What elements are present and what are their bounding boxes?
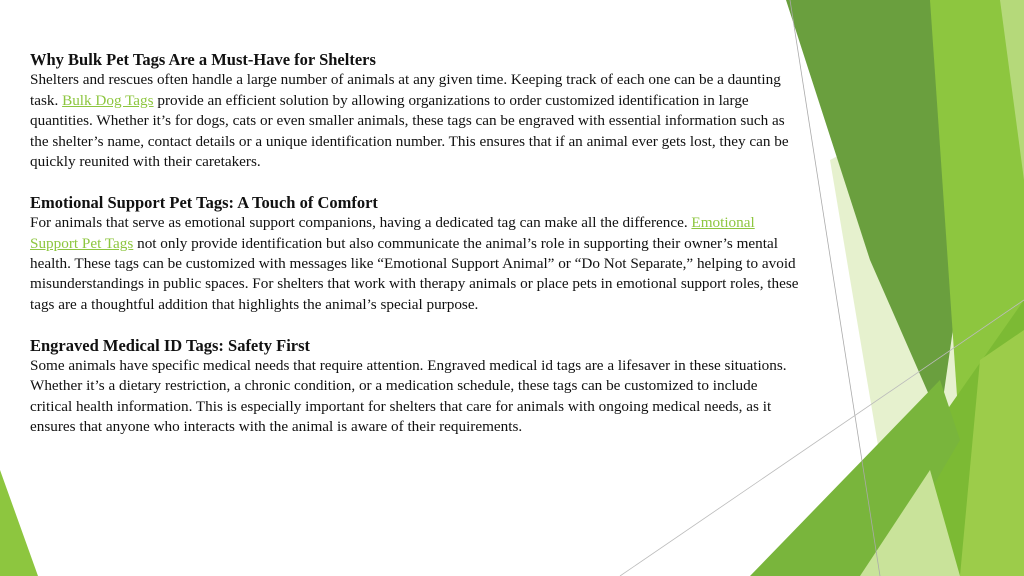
bulk-dog-tags-link[interactable]: Bulk Dog Tags (62, 91, 154, 109)
emotional-support-pet-tags-link[interactable]: Emotional Support Pet Tags (30, 214, 755, 252)
section-paragraph (30, 70, 800, 172)
paragraph-text: provide an efficient solution by allowing organizations to order customized identification in large quantities. Whether it’s for dogs, cats or even smaller animals, these tags can be engraved with essential information such as the shelter’s name, contact details or a unique identification number. This ensures that if an animal ever gets lost, they can be quickly reunited with their caretakers. (30, 91, 789, 171)
section-medical-id-tags (30, 336, 800, 438)
section-heading: Why Bulk Pet Tags Are a Must-Have for Shelters (30, 50, 376, 69)
left-green-sliver (0, 470, 38, 576)
section-bulk-pet-tags (30, 50, 800, 172)
article-content (30, 50, 800, 458)
paragraph-text: For animals that serve as emotional support companions, having a dedicated tag can make all the difference. (30, 214, 688, 232)
section-paragraph: Some animals have specific medical needs that require attention. Engraved medical id tags are a lifesaver in these situations. Whether it’s a dietary restriction, a chronic condition, or a medication schedule, these tags can be customized to include critical health information. This is especially important for shelters that care for animals with ongoing medical needs, as it ensures that anyone who interacts with the animal is aware of their requirements. (30, 357, 787, 436)
paragraph-text: Shelters and rescues often handle a large number of animals at any given time. Keeping track of each one can be a daunting task. (30, 71, 781, 109)
section-heading: Engraved Medical ID Tags: Safety First (30, 335, 311, 355)
section-paragraph (30, 213, 800, 315)
section-heading: Emotional Support Pet Tags: A Touch of Comfort (30, 192, 378, 212)
paragraph-text: not only provide identification but also communicate the animal’s role in supporting their owner’s mental health. These tags can be customized with messages like “Emotional Support Animal” or “Do Not Separate,” helping to avoid misunderstandings in public spaces. For shelters that work with therapy animals or place pets in emotional support roles, these tags are a thoughtful addition that highlights the animal’s special purpose. (30, 234, 799, 313)
section-emotional-support-tags (30, 193, 800, 315)
